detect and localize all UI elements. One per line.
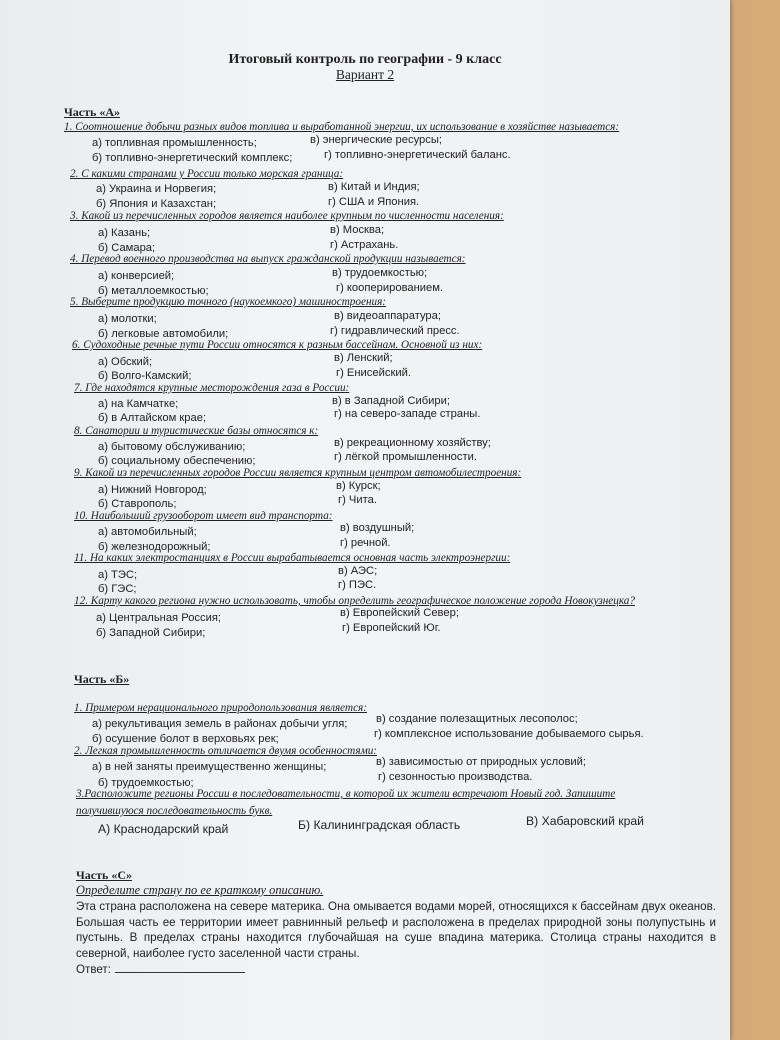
option-a9-a: а) Нижний Новгород; <box>98 484 207 496</box>
option-a5-c: в) видеоаппаратура; <box>334 310 441 322</box>
option-b1-b: б) осушение болот в верховьях рек; <box>92 733 279 745</box>
option-a9-b: б) Ставрополь; <box>98 498 177 510</box>
option-a11-d: г) ПЭС. <box>338 579 377 591</box>
question-b2: 2. Легкая промышленность отличается двумя особенностями: <box>74 745 378 757</box>
option-a6-b: б) Волго-Камский; <box>98 370 192 382</box>
option-a4-b: б) металлоемкостью; <box>98 285 209 297</box>
option-a1-a: а) топливная промышленность; <box>92 137 257 149</box>
option-a11-b: б) ГЭС; <box>98 583 137 595</box>
answer-blank-line[interactable] <box>115 962 245 973</box>
option-a11-a: а) ТЭС; <box>98 569 138 581</box>
option-a12-c: в) Европейский Север; <box>340 607 459 619</box>
option-a3-d: г) Астрахань. <box>330 239 399 251</box>
question-b3-cont: получившуюся последовательность букв. <box>76 805 273 817</box>
option-a12-d: г) Европейский Юг. <box>342 622 441 634</box>
option-a7-d: г) на северо-западе страны. <box>334 408 481 420</box>
option-a2-b: б) Япония и Казахстан; <box>96 198 217 210</box>
question-b3: 3.Расположите регионы России в последовательности, в которой их жители встречают Новый год. Запишите <box>76 788 616 800</box>
option-a11-c: в) АЭС; <box>338 565 378 577</box>
option-b2-a: а) в ней заняты преимущественно женщины; <box>92 761 327 773</box>
answer-label: Ответ: <box>76 963 111 976</box>
option-b2-d: г) сезонностью производства. <box>378 771 533 783</box>
option-b2-b: б) трудоемкостью; <box>98 777 194 789</box>
variant-label: Вариант 2 <box>335 67 395 82</box>
option-a9-c: в) Курск; <box>336 480 381 492</box>
option-a5-a: а) молотки; <box>98 313 157 325</box>
option-a8-b: б) социальному обеспечению; <box>98 455 256 467</box>
question-a10: 10. Наибольший грузооборот имеет вид транспорта: <box>74 510 333 522</box>
question-a3: 3. Какой из перечисленных городов является наиболее крупным по численности населения: <box>70 210 504 222</box>
question-a12: 12. Карту какого региона нужно использовать, чтобы определить географическое положение города Новокузнецка? <box>74 595 635 607</box>
part-b-heading: Часть «Б» <box>74 672 130 686</box>
option-a8-a: а) бытовому обслуживанию; <box>98 441 246 453</box>
option-a5-d: г) гидравлический пресс. <box>330 325 460 337</box>
option-a9-d: г) Чита. <box>338 494 377 506</box>
option-a10-c: в) воздушный; <box>340 522 415 534</box>
page-title: Итоговый контроль по географии - 9 класс <box>228 52 502 67</box>
option-a3-b: б) Самара; <box>98 242 156 254</box>
option-a2-a: а) Украина и Норвегия; <box>96 183 217 195</box>
part-c-text: Эта страна расположена на севере материка. Она омывается водами морей, относящихся к бассейнам двух океанов. Большая часть ее территории имеет равнинный рельеф и расположена в пределах природной зоны полупустынь и пустынь. В пределах страны находится глубочайшая на суше впадина материка. Столица страны находится в северной, наиболее густо заселенной части страны. <box>76 900 716 960</box>
option-a7-a: а) на Камчатке; <box>98 398 179 410</box>
option-a3-c: в) Москва; <box>330 224 385 236</box>
option-a4-a: а) конверсией; <box>98 270 175 282</box>
option-a10-b: б) железнодорожный; <box>98 541 211 553</box>
option-a2-c: в) Китай и Индия; <box>328 181 420 193</box>
part-a-heading: Часть «А» <box>64 105 121 119</box>
option-a7-c: в) в Западной Сибири; <box>332 395 450 407</box>
option-a1-b: б) топливно-энергетический комплекс; <box>92 152 293 164</box>
region-a: А) Краснодарский край <box>98 822 229 836</box>
question-a8: 8. Санатории и туристические базы относятся к: <box>74 425 319 437</box>
option-a12-b: б) Западной Сибири; <box>96 627 206 639</box>
option-a10-a: а) автомобильный; <box>98 526 197 538</box>
question-a2: 2. С какими странами у России только морская граница: <box>70 168 344 180</box>
answer-row <box>76 962 245 976</box>
question-a11: 11. На каких электростанциях в России вырабатывается основная часть электроэнергии: <box>74 552 511 564</box>
option-a4-c: в) трудоемкостью; <box>332 267 428 279</box>
option-b1-a: а) рекультивация земель в районах добычи угля; <box>92 718 348 730</box>
question-b1: 1. Примером нерационального природопользования является: <box>74 702 367 714</box>
option-a4-d: г) кооперированием. <box>336 282 444 294</box>
option-b2-c: в) зависимостью от природных условий; <box>376 756 586 768</box>
option-a1-c: в) энергические ресурсы; <box>310 134 443 146</box>
question-a1: 1. Соотношение добычи разных видов топлива и выработанной энергии, их использование в хозяйстве называется: <box>64 121 620 133</box>
question-a7: 7. Где находятся крупные месторождения газа в России: <box>74 382 350 394</box>
option-a7-b: б) в Алтайском крае; <box>98 412 207 424</box>
option-a6-c: в) Ленский; <box>334 352 393 364</box>
option-a6-d: г) Енисейский. <box>336 367 411 379</box>
question-a9: 9. Какой из перечисленных городов России является крупным центром автомобилестроения: <box>74 467 522 479</box>
region-c: В) Хабаровский край <box>526 814 644 828</box>
option-a5-b: б) легковые автомобили; <box>98 328 229 340</box>
part-c-instruction: Определите страну по ее краткому описанию. <box>76 883 324 897</box>
part-c-heading: Часть «С» <box>76 868 133 882</box>
option-a12-a: а) Центральная Россия; <box>96 612 222 624</box>
option-a1-d: г) топливно-энергетический баланс. <box>324 149 511 161</box>
question-a6: 6. Судоходные речные пути России относятся к разным бассейнам. Основной из них: <box>72 339 483 351</box>
option-a8-d: г) лёгкой промышленности. <box>334 451 477 463</box>
option-a10-d: г) речной. <box>340 537 391 549</box>
region-b: Б) Калининградская область <box>298 818 461 832</box>
option-a3-a: а) Казань; <box>98 227 151 239</box>
option-b1-c: в) создание полезащитных лесополос; <box>376 713 578 725</box>
option-a8-c: в) рекреационному хозяйству; <box>334 437 491 449</box>
question-a4: 4. Перевод военного производства на выпуск гражданской продукции называется: <box>70 253 466 265</box>
option-a6-a: а) Обский; <box>98 356 153 368</box>
option-a2-d: г) США и Япония. <box>328 196 420 208</box>
option-b1-d: г) комплексное использование добываемого сырья. <box>374 728 644 740</box>
question-a5: 5. Выберите продукцию точного (наукоемкого) машиностроения: <box>70 296 387 308</box>
